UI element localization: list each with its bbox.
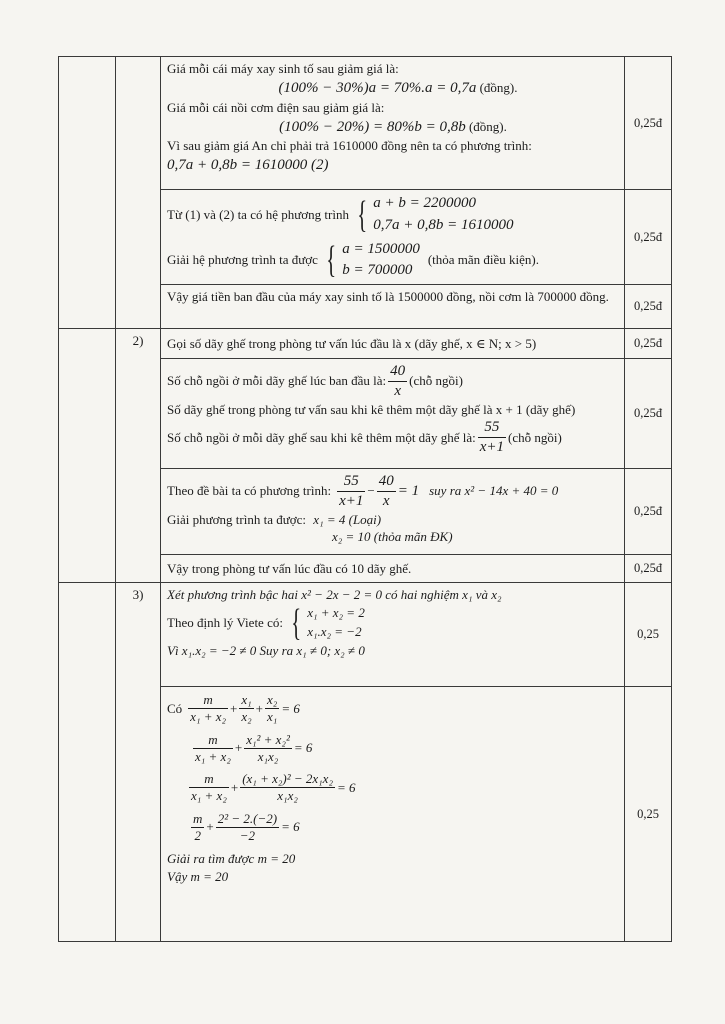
solution-system: { a = 1500000 b = 700000	[326, 239, 420, 282]
content-cell	[161, 57, 625, 190]
content-cell: Vậy giá tiền ban đầu của máy xay sinh tố là 1500000 đồng, nồi cơm là 700000 đồng.	[161, 285, 625, 329]
formula: (100% − 20%) = 80%b = 0,8b	[279, 118, 466, 135]
brace-icon: {	[291, 601, 302, 644]
table-row	[59, 57, 672, 190]
part-cell	[59, 57, 116, 329]
formula: (100% − 30%)a = 70%.a = 0,7a	[278, 79, 477, 96]
content-cell: Vậy trong phòng tư vấn lúc đầu có 10 dãy ghế.	[161, 555, 625, 583]
fraction: $\frac{40}{x}$	[390, 363, 406, 399]
fraction: $\frac{55}{x+1}$	[339, 473, 364, 509]
fraction: $\frac{55}{x+1}$	[479, 419, 504, 456]
content-cell: Số chỗ ngồi ở mỗi dãy ghế lúc ban đầu là: $\frac{40}{x}$ (chỗ ngồi) Số dãy ghế trong phòng tư vấn sau khi kê thêm một dãy ghế là x + 1 (dãy ghế) Số chỗ ngồi ở mỗi dãy ghế sau khi kê thêm một dãy ghế là: $\frac{55}{x+1}$ (chỗ ngồi)	[161, 359, 625, 469]
text-line: Vì sau giảm giá An chỉ phải trả 1610000 đồng nên ta có phương trình:	[167, 138, 532, 154]
content-cell: Xét phương trình bậc hai x² − 2x − 2 = 0 có hai nghiệm x₁ và x₂ Theo định lý Viete có: { x₁ + x₂ = 2 x₁.x₂ = −2 Vì x₁.x₂ = −2 ≠ 0 Suy ra x₁ ≠ 0; x₂ ≠ 0	[161, 583, 625, 687]
equation-line: Có $\frac{m}{\text{x₁ + x₂}}$ + $\frac{\text{x₁}}{\text{x₂}}$ + $\frac{\text{x₂}}{\text{x₁}}$ = 6	[167, 692, 300, 725]
subpart-cell	[116, 57, 161, 329]
content-cell	[161, 687, 625, 942]
table-row	[59, 329, 672, 359]
content-cell: Theo đề bài ta có phương trình: $\frac{55}{x+1}$ − $\frac{40}{x}$ = 1 suy ra x² − 14x + 40 = 0 Giải phương trình ta được: x₁ = 4 (Loại) x₂ = 10 (thỏa mãn ĐK)	[161, 469, 625, 555]
content-cell: Từ (1) và (2) ta có hệ phương trình { a + b = 2200000 0,7a + 0,8b = 1610000 Giải hệ phương trình ta được { a = 1500000 b = 700000 (thỏa mãn điều kiện).	[161, 190, 625, 285]
fraction: $\frac{40}{x}$	[378, 473, 394, 509]
part-cell	[59, 329, 116, 583]
text-line: Giải hệ phương trình ta được	[167, 252, 318, 268]
text-line: Xét phương trình bậc hai x² − 2x − 2 = 0 có hai nghiệm x₁ và x₂	[167, 587, 502, 602]
text-line: Số dãy ghế trong phòng tư vấn sau khi kê thêm một dãy ghế là x + 1 (dãy ghế)	[167, 401, 576, 417]
viete-system: { x₁ + x₂ = 2 x₁.x₂ = −2	[291, 601, 365, 644]
score-cell: 0,25đ	[625, 359, 672, 469]
score-cell: 0,25đ	[625, 329, 672, 359]
text-line: x₂ = 10 (thỏa mãn ĐK)	[332, 529, 453, 545]
table-row	[59, 583, 672, 687]
unit-text: (đồng).	[479, 79, 518, 95]
score-cell: 0,25đ	[625, 57, 672, 190]
text-line: Vì x₁.x₂ = −2 ≠ 0 Suy ra x₁ ≠ 0; x₂ ≠ 0	[167, 642, 365, 658]
equation-system: { a + b = 2200000 0,7a + 0,8b = 1610000	[357, 193, 514, 236]
score-cell: 0,25đ	[625, 190, 672, 285]
text-line: Giá mỗi cái nồi cơm điện sau giảm giá là:	[167, 99, 385, 115]
text-line: Giải ra tìm được m = 20	[167, 851, 296, 866]
score-cell: 0,25đ	[625, 555, 672, 583]
unit-text: (đồng).	[468, 118, 507, 134]
brace-icon: {	[326, 239, 337, 282]
score-cell: 0,25	[625, 583, 672, 687]
brace-icon: {	[357, 193, 368, 236]
answer-table	[58, 56, 672, 942]
subpart-number: 2)	[116, 329, 161, 583]
equation-line: $\frac{m}{\text{x₁ + x₂}}$ + $\frac{\text{x₁² + x₂²}}{\text{x₁x₂}}$ = 6	[195, 731, 313, 764]
formula: 0,7a + 0,8b = 1610000 (2)	[167, 157, 329, 174]
subpart-number: 3)	[116, 583, 161, 942]
content-cell: Gọi số dãy ghế trong phòng tư vấn lúc đầu là x (dãy ghế, x ∈ N; x > 5)	[161, 329, 625, 359]
score-cell: 0,25	[625, 687, 672, 942]
score-cell: 0,25đ	[625, 469, 672, 555]
equation-line: $\frac{m}{\text{x₁ + x₂}}$ + $\frac{\text{(x₁ + x₂)² − 2x₁x₂}}{\text{x₁x₂}}$ = 6	[191, 771, 356, 804]
part-cell	[59, 583, 116, 942]
text-line: Giá mỗi cái máy xay sinh tố sau giảm giá là:	[167, 61, 399, 76]
text-line: Vậy m = 20	[167, 868, 229, 884]
text-line: Từ (1) và (2) ta có hệ phương trình	[167, 206, 349, 222]
equation-line: $\frac{m}{2}$ + $\frac{\text{2² − 2.(−2)}}{-2}$ = 6	[193, 810, 300, 843]
score-cell: 0,25đ	[625, 285, 672, 329]
